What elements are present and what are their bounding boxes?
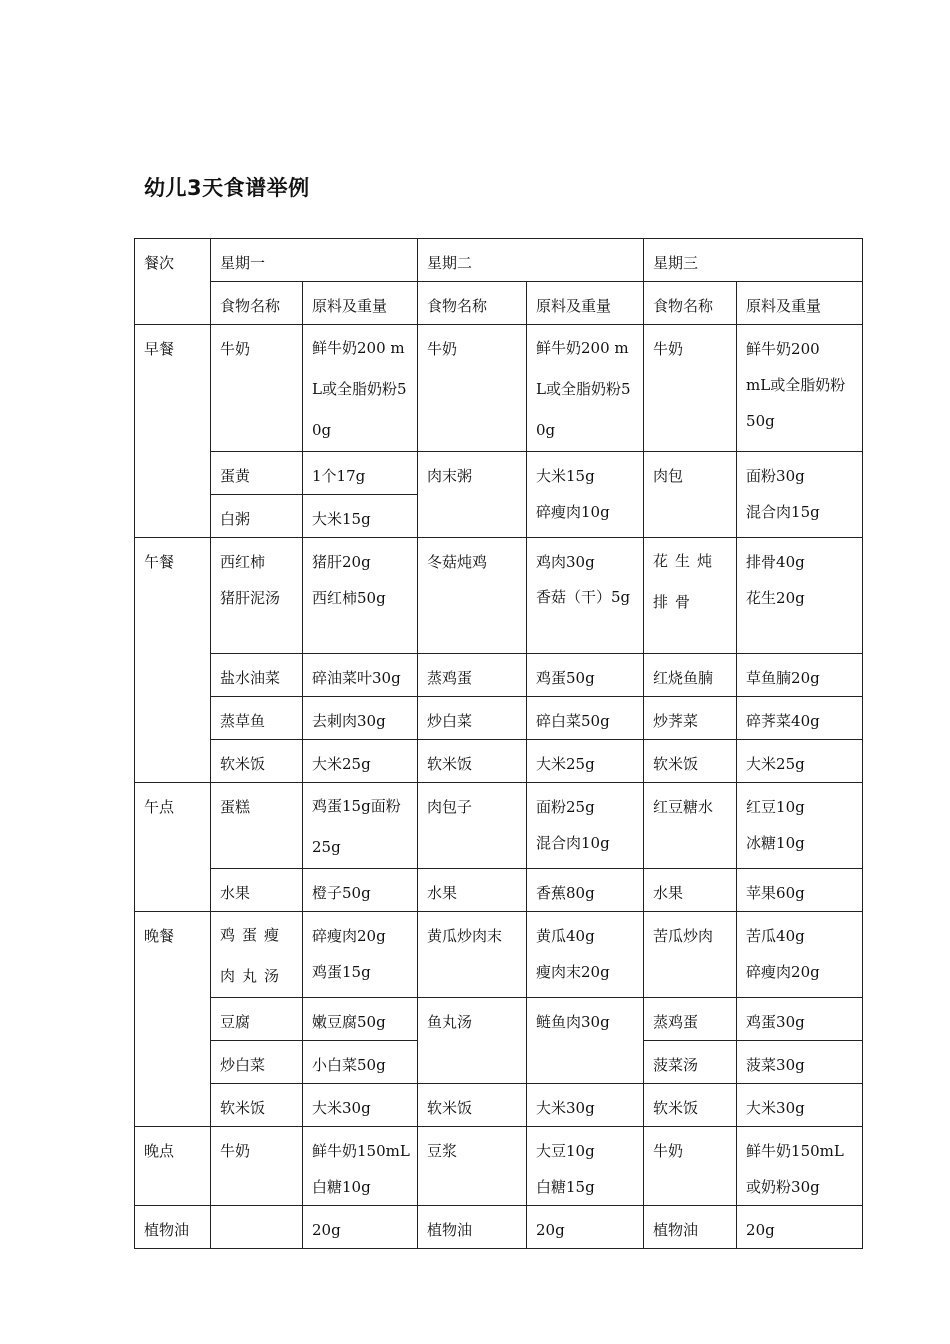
- table-row: [135, 452, 863, 495]
- header-ingredient: 原料及重量: [303, 282, 418, 325]
- food-cell: 白粥: [211, 495, 303, 538]
- food-cell: 植物油: [644, 1206, 737, 1249]
- header-day-wednesday: 星期三: [644, 239, 863, 282]
- food-cell: 蒸鸡蛋: [418, 654, 527, 697]
- food-cell: 蒸草鱼: [211, 697, 303, 740]
- food-cell: 软米饭: [418, 1084, 527, 1127]
- ingredient-cell: 鲜牛奶200 mL或全脂奶粉 50g: [737, 325, 863, 452]
- meal-label-dinner: 晚餐: [135, 912, 211, 1127]
- food-cell: 水果: [418, 869, 527, 912]
- food-cell: [211, 1206, 303, 1249]
- header-food-name: 食物名称: [211, 282, 303, 325]
- food-cell: 炒荠菜: [644, 697, 737, 740]
- ingredient-cell: 碎油菜叶30g: [303, 654, 418, 697]
- ingredient-cell: 大米30g: [737, 1084, 863, 1127]
- ingredient-cell: 碎荠菜40g: [737, 697, 863, 740]
- ingredient-cell: 1个17g: [303, 452, 418, 495]
- food-cell: 冬菇炖鸡: [418, 538, 527, 654]
- food-cell: 豆腐: [211, 998, 303, 1041]
- table-row: [135, 1127, 863, 1206]
- food-cell: 肉包: [644, 452, 737, 538]
- ingredient-cell: 鲜牛奶150mL 白糖10g: [303, 1127, 418, 1206]
- table-row: [135, 697, 863, 740]
- food-cell: 软米饭: [644, 1084, 737, 1127]
- meal-label-afternoon: 午点: [135, 783, 211, 912]
- food-cell: 软米饭: [644, 740, 737, 783]
- food-cell: 鸡蛋瘦肉丸汤: [211, 912, 303, 998]
- table-row: [135, 912, 863, 998]
- ingredient-cell: 黄瓜40g 瘦肉末20g: [527, 912, 644, 998]
- food-cell: 软米饭: [418, 740, 527, 783]
- ingredient-cell: 面粉30g 混合肉15g: [737, 452, 863, 538]
- food-cell: 蒸鸡蛋: [644, 998, 737, 1041]
- food-cell: 肉末粥: [418, 452, 527, 538]
- meal-label-lunch: 午餐: [135, 538, 211, 783]
- food-cell: 水果: [644, 869, 737, 912]
- food-cell: 蛋糕: [211, 783, 303, 869]
- ingredient-cell: 橙子50g: [303, 869, 418, 912]
- table-row: [135, 783, 863, 869]
- food-cell: 菠菜汤: [644, 1041, 737, 1084]
- food-cell: 盐水油菜: [211, 654, 303, 697]
- header-ingredient: 原料及重量: [527, 282, 644, 325]
- ingredient-cell: 红豆10g 冰糖10g: [737, 783, 863, 869]
- meal-label-evening: 晚点: [135, 1127, 211, 1206]
- ingredient-cell: 鲜牛奶200 mL或全脂奶粉50g: [303, 325, 418, 452]
- header-meal: 餐次: [135, 239, 211, 325]
- food-cell: 蛋黄: [211, 452, 303, 495]
- food-cell: 炒白菜: [211, 1041, 303, 1084]
- header-ingredient: 原料及重量: [737, 282, 863, 325]
- ingredient-cell: 鸡肉30g 香菇（干）5g: [527, 538, 644, 654]
- table-row: [135, 654, 863, 697]
- food-cell: 黄瓜炒肉末: [418, 912, 527, 998]
- food-cell: 鱼丸汤: [418, 998, 527, 1084]
- food-cell: 花生炖排骨: [644, 538, 737, 654]
- ingredient-cell: 嫩豆腐50g: [303, 998, 418, 1041]
- table-row: [135, 538, 863, 654]
- header-day-monday: 星期一: [211, 239, 418, 282]
- ingredient-cell: 大米30g: [303, 1084, 418, 1127]
- food-cell: 肉包子: [418, 783, 527, 869]
- ingredient-cell: 碎瘦肉20g 鸡蛋15g: [303, 912, 418, 998]
- ingredient-cell: 去刺肉30g: [303, 697, 418, 740]
- table-row: [135, 869, 863, 912]
- food-cell: 苦瓜炒肉: [644, 912, 737, 998]
- ingredient-cell: 苦瓜40g 碎瘦肉20g: [737, 912, 863, 998]
- ingredient-cell: 20g: [527, 1206, 644, 1249]
- table-row: [135, 1084, 863, 1127]
- menu-table: [134, 238, 863, 1249]
- ingredient-cell: 鲢鱼肉30g: [527, 998, 644, 1084]
- ingredient-cell: 大米25g: [527, 740, 644, 783]
- ingredient-cell: 大米25g: [737, 740, 863, 783]
- ingredient-cell: 鸡蛋30g: [737, 998, 863, 1041]
- ingredient-cell: 香蕉80g: [527, 869, 644, 912]
- ingredient-cell: 大米25g: [303, 740, 418, 783]
- ingredient-cell: 鸡蛋15g面粉25g: [303, 783, 418, 869]
- food-cell: 牛奶: [418, 325, 527, 452]
- table-row: [135, 1206, 863, 1249]
- ingredient-cell: 大米30g: [527, 1084, 644, 1127]
- header-food-name: 食物名称: [418, 282, 527, 325]
- ingredient-cell: 排骨40g 花生20g: [737, 538, 863, 654]
- table-row: [135, 325, 863, 452]
- ingredient-cell: 20g: [737, 1206, 863, 1249]
- header-food-name: 食物名称: [644, 282, 737, 325]
- food-cell: 牛奶: [211, 325, 303, 452]
- table-subheader-row: [135, 282, 863, 325]
- table-row: [135, 998, 863, 1041]
- ingredient-cell: 20g: [303, 1206, 418, 1249]
- food-cell: 红烧鱼腩: [644, 654, 737, 697]
- food-cell: 水果: [211, 869, 303, 912]
- table-row: [135, 740, 863, 783]
- meal-label-oil: 植物油: [135, 1206, 211, 1249]
- ingredient-cell: 鲜牛奶200 mL或全脂奶粉50g: [527, 325, 644, 452]
- food-cell: 牛奶: [644, 1127, 737, 1206]
- food-cell: 植物油: [418, 1206, 527, 1249]
- food-cell: 西红柿 猪肝泥汤: [211, 538, 303, 654]
- ingredient-cell: 草鱼腩20g: [737, 654, 863, 697]
- ingredient-cell: 鸡蛋50g: [527, 654, 644, 697]
- ingredient-cell: 菠菜30g: [737, 1041, 863, 1084]
- page-title: 幼儿3天食谱举例: [144, 176, 310, 200]
- ingredient-cell: 鲜牛奶150mL 或奶粉30g: [737, 1127, 863, 1206]
- food-cell: 软米饭: [211, 740, 303, 783]
- food-cell: 牛奶: [211, 1127, 303, 1206]
- table-header-row: [135, 239, 863, 282]
- meal-label-breakfast: 早餐: [135, 325, 211, 538]
- ingredient-cell: 面粉25g 混合肉10g: [527, 783, 644, 869]
- ingredient-cell: 苹果60g: [737, 869, 863, 912]
- ingredient-cell: 碎白菜50g: [527, 697, 644, 740]
- ingredient-cell: 大豆10g 白糖15g: [527, 1127, 644, 1206]
- ingredient-cell: 大米15g: [303, 495, 418, 538]
- food-cell: 牛奶: [644, 325, 737, 452]
- ingredient-cell: 小白菜50g: [303, 1041, 418, 1084]
- food-cell: 软米饭: [211, 1084, 303, 1127]
- food-cell: 豆浆: [418, 1127, 527, 1206]
- header-day-tuesday: 星期二: [418, 239, 644, 282]
- food-cell: 红豆糖水: [644, 783, 737, 869]
- ingredient-cell: 猪肝20g 西红柿50g: [303, 538, 418, 654]
- food-cell: 炒白菜: [418, 697, 527, 740]
- ingredient-cell: 大米15g 碎瘦肉10g: [527, 452, 644, 538]
